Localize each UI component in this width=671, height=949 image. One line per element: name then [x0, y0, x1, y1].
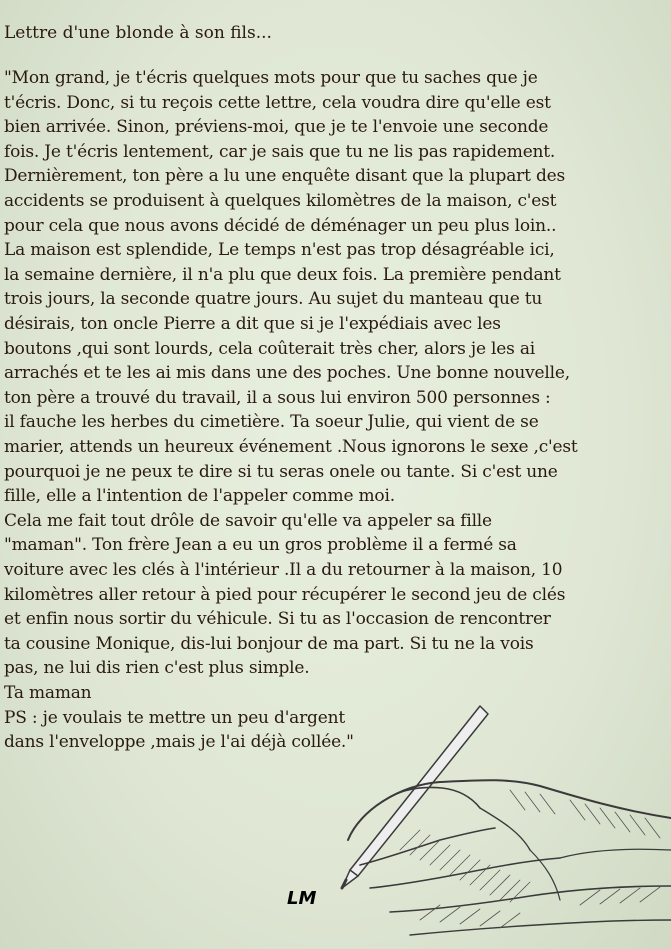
- letter-line: trois jours, la seconde quatre jours. Au sujet du manteau que tu: [4, 289, 543, 310]
- letter-line: ta cousine Monique, dis-lui bonjour de ma part. Si tu ne la vois: [4, 633, 534, 654]
- letter-line: bien arrivée. Sinon, préviens-moi, que je te l'envoie une seconde: [4, 117, 549, 138]
- letter-line: fois. Je t'écris lentement, car je sais que tu ne lis pas rapidement.: [4, 141, 556, 162]
- letter-line: boutons ,qui sont lourds, cela coûterait très cher, alors je les ai: [4, 338, 536, 359]
- signature: LM: [287, 888, 317, 909]
- letter-line: fille, elle a l'intention de l'appeler comme moi.: [4, 486, 395, 507]
- letter-line: PS : je voulais te mettre un peu d'argent: [4, 707, 345, 728]
- letter-line: Ta maman: [4, 683, 92, 703]
- letter-line: pour cela que nous avons décidé de déménager un peu plus loin..: [4, 215, 557, 236]
- letter-line: Dernièrement, ton père a lu une enquête disant que la plupart des: [4, 166, 566, 187]
- letter-line: "Mon grand, je t'écris quelques mots pour que tu saches que je: [4, 68, 538, 88]
- letter-line: marier, attends un heureux événement .Nous ignorons le sexe ,c'est: [4, 437, 578, 457]
- letter-line: "maman". Ton frère Jean a eu un gros problème il a fermé sa: [4, 535, 517, 556]
- letter-line: t'écris. Donc, si tu reçois cette lettre, cela voudra dire qu'elle est: [4, 92, 551, 113]
- letter-line: accidents se produisent à quelques kilomètres de la maison, c'est: [4, 191, 557, 211]
- letter-line: désirais, ton oncle Pierre a dit que si je l'expédiais avec les: [4, 314, 501, 334]
- letter-line: Cela me fait tout drôle de savoir qu'elle va appeler sa fille: [4, 510, 492, 531]
- letter-line: pourquoi je ne peux te dire si tu seras onele ou tante. Si c'est une: [4, 461, 558, 482]
- letter-line: ton père a trouvé du travail, il a sous lui environ 500 personnes :: [4, 387, 551, 408]
- letter-line: voiture avec les clés à l'intérieur .Il a du retourner à la maison, 10: [4, 560, 563, 580]
- letter-line: kilomètres aller retour à pied pour récupérer le second jeu de clés: [4, 584, 566, 605]
- letter-line: dans l'enveloppe ,mais je l'ai déjà collée.": [4, 732, 354, 753]
- letter-line: pas, ne lui dis rien c'est plus simple.: [4, 658, 310, 679]
- hand-writing-illustration: [330, 690, 671, 949]
- letter-title: Lettre d'une blonde à son fils...: [4, 23, 272, 43]
- letter-line: La maison est splendide, Le temps n'est pas trop désagréable ici,: [4, 240, 555, 261]
- letter-line: arrachés et te les ai mis dans une des poches. Une bonne nouvelle,: [4, 363, 570, 384]
- letter-line: il fauche les herbes du cimetière. Ta soeur Julie, qui vient de se: [4, 412, 539, 433]
- letter-line: et enfin nous sortir du véhicule. Si tu as l'occasion de rencontrer: [4, 609, 551, 630]
- letter-line: la semaine dernière, il n'a plu que deux fois. La première pendant: [4, 264, 561, 285]
